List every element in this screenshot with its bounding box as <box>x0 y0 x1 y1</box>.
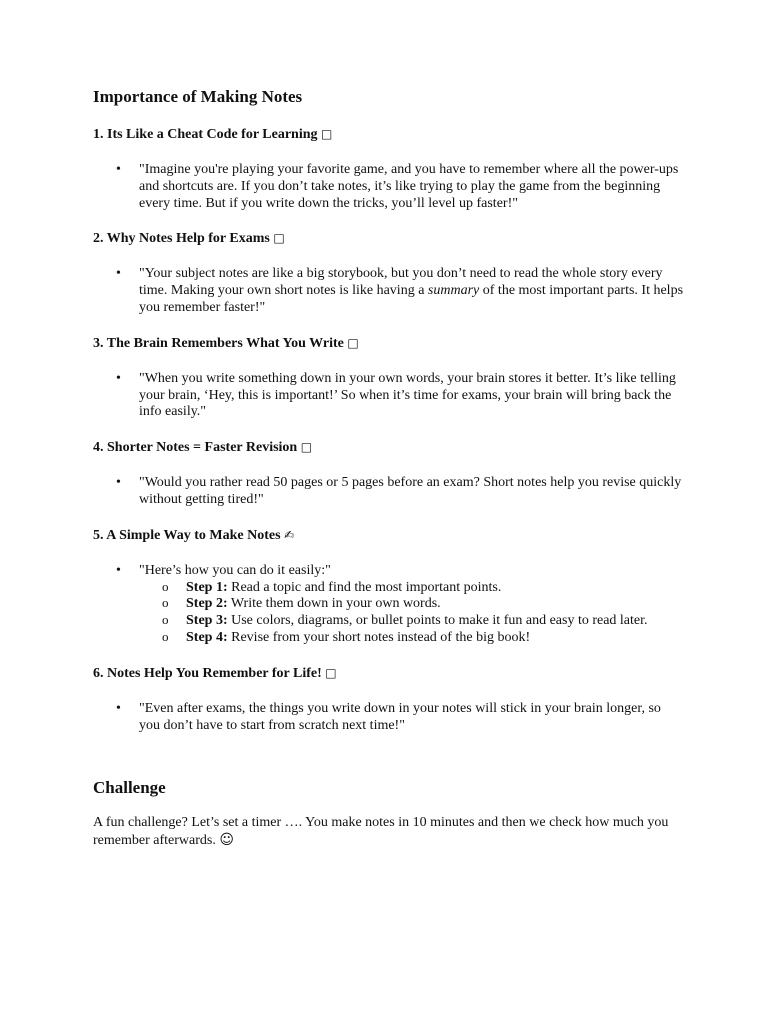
bullet-list <box>93 266 683 316</box>
step-text: Read a topic and find the most important points. <box>227 579 502 595</box>
list-item: • "Even after exams, the things you write down in your notes will stick in your brain longer, so you don’t have to start from scratch next time!" <box>139 701 683 735</box>
spacer <box>93 751 683 777</box>
challenge-text <box>93 815 683 850</box>
list-item: • "When you write something down in your own words, your brain stores it better. It’s like telling your brain, ‘Hey, this is important!’ So when it’s time for exams, your brain will bring back the info easily." <box>139 371 683 421</box>
step-label: Step 4: <box>186 629 228 645</box>
placeholder-box-icon: □ <box>300 440 313 455</box>
list-item <box>139 563 683 647</box>
section-heading-4-text: 4. Shorter Notes = Faster Revision <box>93 440 298 456</box>
bullet-text: of the most important parts. It helps you remember faster!" <box>139 283 684 315</box>
bullet-list <box>93 371 683 421</box>
step-label: Step 3: <box>186 613 228 629</box>
list-item: • "Would you rather read 50 pages or 5 pages before an exam? Short notes help you revise quickly without getting tired!" <box>139 475 683 509</box>
bullet-list <box>93 563 683 647</box>
section-heading-4 <box>93 438 683 457</box>
steps-list <box>139 580 683 647</box>
smiley-icon: ☺ <box>219 832 234 849</box>
section-heading-1 <box>93 125 683 144</box>
section-heading-2 <box>93 229 683 248</box>
writing-hand-icon: ✍ <box>284 527 295 542</box>
bullet-list <box>93 162 683 212</box>
list-item <box>139 266 683 316</box>
placeholder-box-icon: □ <box>347 335 359 350</box>
step-label: Step 2: <box>186 596 228 612</box>
step-label: Step 1: <box>186 579 228 595</box>
bullet-text: "Here’s how you can do it easily:" <box>139 562 331 578</box>
section-heading-1-text: 1. Its Like a Cheat Code for Learning <box>93 127 318 142</box>
bullet-list <box>93 475 683 509</box>
step-item <box>186 613 683 630</box>
emphasis-text: summary <box>427 283 480 299</box>
list-item: • "Imagine you're playing your favorite game, and you have to remember where all the power-ups and shortcuts are. If you don’t take notes, it’s like trying to play the game from the beginning every time. But if you write down the tricks, you’ll level up faster!" <box>139 162 683 212</box>
section-heading-3 <box>93 334 683 353</box>
section-heading-5-text: 5. A Simple Way to Make Notes <box>93 527 281 543</box>
document-title: Importance of Making Notes <box>93 87 303 106</box>
section-heading-2-text: 2. Why Notes Help for Exams <box>93 231 270 247</box>
section-heading-3-text: 3. The Brain Remembers What You Write <box>93 335 344 351</box>
bullet-text: "Your subject notes are like a big storybook, but you don’t need to read the whole story every time. Making your own short notes is like having a <box>139 266 663 299</box>
step-item <box>186 596 683 613</box>
section-heading-5 <box>93 526 683 545</box>
challenge-body-text: A fun challenge? Let’s set a timer …. You make notes in 10 minutes and then we check how much you remember afterwards. <box>93 815 669 849</box>
document-body <box>93 86 683 850</box>
challenge-heading: Challenge <box>93 778 166 798</box>
placeholder-box-icon: □ <box>325 665 337 680</box>
step-item <box>186 630 683 647</box>
bullet-list <box>93 701 683 735</box>
section-heading-6-text: 6. Notes Help You Remember for Life! <box>93 665 322 681</box>
placeholder-box-icon: □ <box>273 231 285 246</box>
section-heading-6 <box>93 664 683 683</box>
step-text: Use colors, diagrams, or bullet points to make it fun and easy to read later. <box>227 613 648 629</box>
step-item <box>186 580 683 597</box>
placeholder-box-icon: □ <box>321 127 333 141</box>
step-text: Write them down in your own words. <box>227 596 441 612</box>
step-text: Revise from your short notes instead of the big book! <box>227 629 531 645</box>
